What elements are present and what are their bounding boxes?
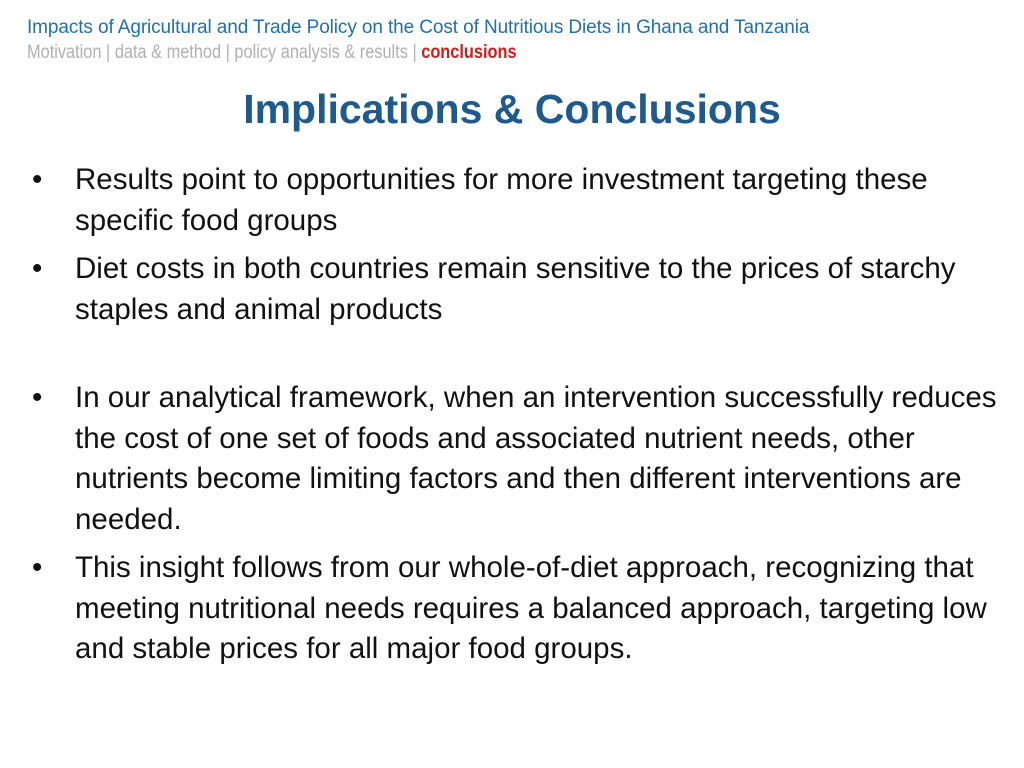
breadcrumb-separator: | [221,42,235,63]
bullet-list [30,160,1005,678]
breadcrumb-item-policy-analysis: policy analysis & results [234,42,408,63]
bullet-icon: • [32,381,43,414]
bullet-icon: • [32,163,43,196]
breadcrumb-item-data-method: data & method [114,42,222,63]
bullet-text: Results point to opportunities for more investment targeting these specific food groups [75,163,928,237]
breadcrumb-separator: | [101,42,115,63]
bullet-item [30,378,1005,540]
breadcrumb-item-current: conclusions [421,42,517,63]
slide-title: Implications & Conclusions [243,86,781,132]
bullet-icon: • [32,252,43,285]
breadcrumb [27,42,517,64]
bullet-item [30,160,1005,241]
bullet-text: This insight follows from our whole-of-diet approach, recognizing that meeting nutritional needs requires a balanced approach, targeting low and stable prices for all major food groups. [75,551,987,665]
bullet-item [30,548,1005,670]
bullet-text: In our analytical framework, when an intervention successfully reduces the cost of one set of foods and associated nutrient needs, other nutrients become limiting factors and then different interventions are needed. [75,381,997,536]
bullet-icon: • [32,551,43,584]
presentation-title: Impacts of Agricultural and Trade Policy on the Cost of Nutritious Diets in Ghana and Tanzania [27,17,810,38]
breadcrumb-item-motivation: Motivation [27,42,102,63]
bullet-item [30,249,1005,330]
breadcrumb-separator: | [407,42,422,63]
bullet-text: Diet costs in both countries remain sensitive to the prices of starchy staples and animal products [75,252,956,326]
